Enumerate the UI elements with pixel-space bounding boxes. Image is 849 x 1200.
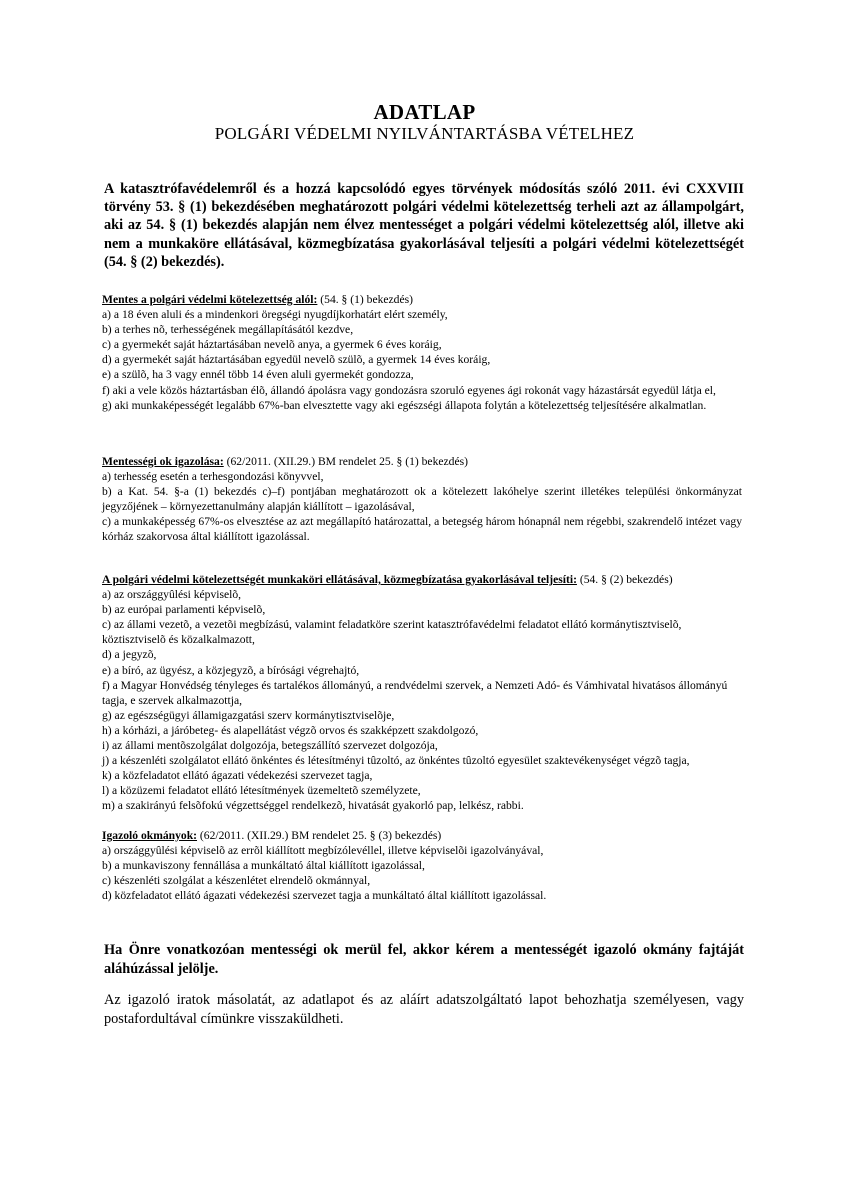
list-item: d) közfeladatot ellátó ágazati védekezési szervezet tagja a munkáltató által kiállított igazolással.: [102, 889, 547, 903]
list-item: d) a jegyzõ,: [102, 648, 157, 662]
list-item: b) a munkaviszony fennállása a munkáltató által kiállított igazolással,: [102, 859, 425, 873]
section-documents: [102, 828, 742, 903]
list-item: f) a Magyar Honvédség tényleges és tartalékos állományú, a rendvédelmi szervek, a Nemzeti Adó- és Vámhivatal hivatásos állományú tagja, e szervek alkalmazottja,: [102, 678, 728, 707]
list-item: c) készenléti szolgálat a készenlétet elrendelõ okmánnyal,: [102, 874, 371, 888]
list-item: a) országgyûlési képviselõ az errõl kiállított megbízólevéllel, illetve képviselõi igazolványával,: [102, 844, 544, 858]
section-reference: (54. § (2) bekezdés): [576, 573, 673, 586]
list-item: e) a bíró, az ügyész, a közjegyzõ, a bírósági végrehajtó,: [102, 663, 360, 677]
list-item: j) a készenléti szolgálatot ellátó önkéntes és létesítményi tûzoltó, az önkéntes tûzoltó egyesület szaktevékenységet végzõ tagja,: [102, 754, 690, 768]
list-item: g) az egészségügyi államigazgatási szerv kormánytisztviselõje,: [102, 708, 395, 722]
section-heading: A polgári védelmi kötelezettségét munkaköri ellátásával, közmegbízatása gyakorlásával teljesíti:: [102, 573, 577, 586]
section-exempt: [102, 292, 742, 413]
section-heading: Mentességi ok igazolása:: [102, 455, 224, 468]
list-item: b) a terhes nõ, terhességének megállapításától kezdve,: [102, 323, 354, 337]
list-item: a) terhesség esetén a terhesgondozási könyvvel,: [102, 470, 324, 484]
list-item: d) a gyermekét saját háztartásában egyedül nevelõ szülõ, a gyermek 14 éves koráig,: [102, 353, 491, 367]
notice-paragraph: Ha Önre vonatkozóan mentességi ok merül fel, akkor kérem a mentességét igazoló okmány fajtáját aláhúzással jelölje.: [104, 942, 744, 977]
list-item: m) a szakirányú felsõfokú végzettséggel rendelkezõ, hivatását gyakorló pap, lelkész, rabbi.: [102, 799, 524, 813]
list-item: a) a 18 éven aluli és a mindenkori öregségi nyugdíjkorhatárt elért személy,: [102, 308, 448, 322]
intro-paragraph: A katasztrófavédelemről és a hozzá kapcsolódó egyes törvények módosítás szóló 2011. évi CXXVIII törvény 53. § (1) bekezdésében meghatározott polgári védelmi kötelezettség terheli azt az állampolgárt, aki az 54. § (1) bekezdés alapján nem élvez mentességet a polgári védelmi kötelezettség alól, illetve aki nem a munkaköre ellátásával, közmegbízatása gyakorlásával teljesíti a polgári védelmi kötelezettségét (54. § (2) bekezdés).: [104, 181, 744, 270]
list-item: c) az állami vezetõ, a vezetõi megbízású, valamint feladatköre szerint katasztrófavédelmi feladatot ellátó kormánytisztviselõ, köztisztviselõ és közalkalmazott,: [102, 618, 682, 647]
section-reference: (62/2011. (XII.29.) BM rendelet 25. § (1) bekezdés): [223, 455, 468, 468]
section-reference: (62/2011. (XII.29.) BM rendelet 25. § (3) bekezdés): [197, 829, 442, 842]
list-item: i) az állami mentõszolgálat dolgozója, betegszállító szervezet dolgozója,: [102, 739, 438, 753]
list-item: g) aki munkaképességét legalább 67%-ban elvesztette vagy aki egészségi állapota folytán a kötelezettség teljesítésére alkalmatlan.: [102, 398, 707, 412]
list-item: l) a közüzemi feladatot ellátó létesítmények üzemeltetõ személyzete,: [102, 784, 421, 798]
list-item: c) a munkaképesség 67%-os elvesztése az azt megállapító határozattal, a betegség három hónapnál nem régebbi, szakrendelő intézet vagy kórház szakorvosa által kiállított igazolással.: [102, 515, 742, 544]
section-reference: (54. § (1) bekezdés): [317, 293, 413, 306]
list-item: h) a kórházi, a járóbeteg- és alapellátást végzõ orvos és szakképzett szakdolgozó,: [102, 723, 479, 737]
section-proof: [102, 454, 742, 545]
document-title: ADATLAP: [373, 100, 476, 124]
list-item: b) az európai parlamenti képviselõ,: [102, 603, 266, 617]
list-item: a) az országgyûlési képviselõ,: [102, 588, 242, 602]
closing-paragraph: Az igazoló iratok másolatát, az adatlapot és az aláírt adatszolgáltató lapot behozhatja személyesen, vagy postafordultával címünkre visszaküldheti.: [104, 992, 744, 1027]
list-item: e) a szülõ, ha 3 vagy ennél több 14 éven aluli gyermekét gondozza,: [102, 368, 414, 382]
document-subtitle: POLGÁRI VÉDELMI NYILVÁNTARTÁSBA VÉTELHEZ: [214, 124, 635, 143]
list-item: c) a gyermekét saját háztartásában nevelõ anya, a gyermek 6 éves koráig,: [102, 338, 442, 352]
list-item: f) aki a vele közös háztartásban élõ, állandó ápolásra vagy gondozásra szoruló egyenes ági rokonát vagy házastársát egyedül látja el,: [102, 383, 716, 397]
list-item: b) a Kat. 54. §-a (1) bekezdés c)–f) pontjában meghatározott ok a kötelezett lakóhelye szerint illetékes települési önkormányzat jegyzőjének – környezettanulmány alapján kiállított – igazolásával,: [102, 485, 742, 514]
section-heading: Igazoló okmányok:: [102, 829, 198, 842]
section-heading: Mentes a polgári védelmi kötelezettség alól:: [102, 293, 318, 306]
list-item: k) a közfeladatot ellátó ágazati védekezési szervezet tagja,: [102, 769, 373, 783]
section-by-role: [102, 572, 742, 814]
